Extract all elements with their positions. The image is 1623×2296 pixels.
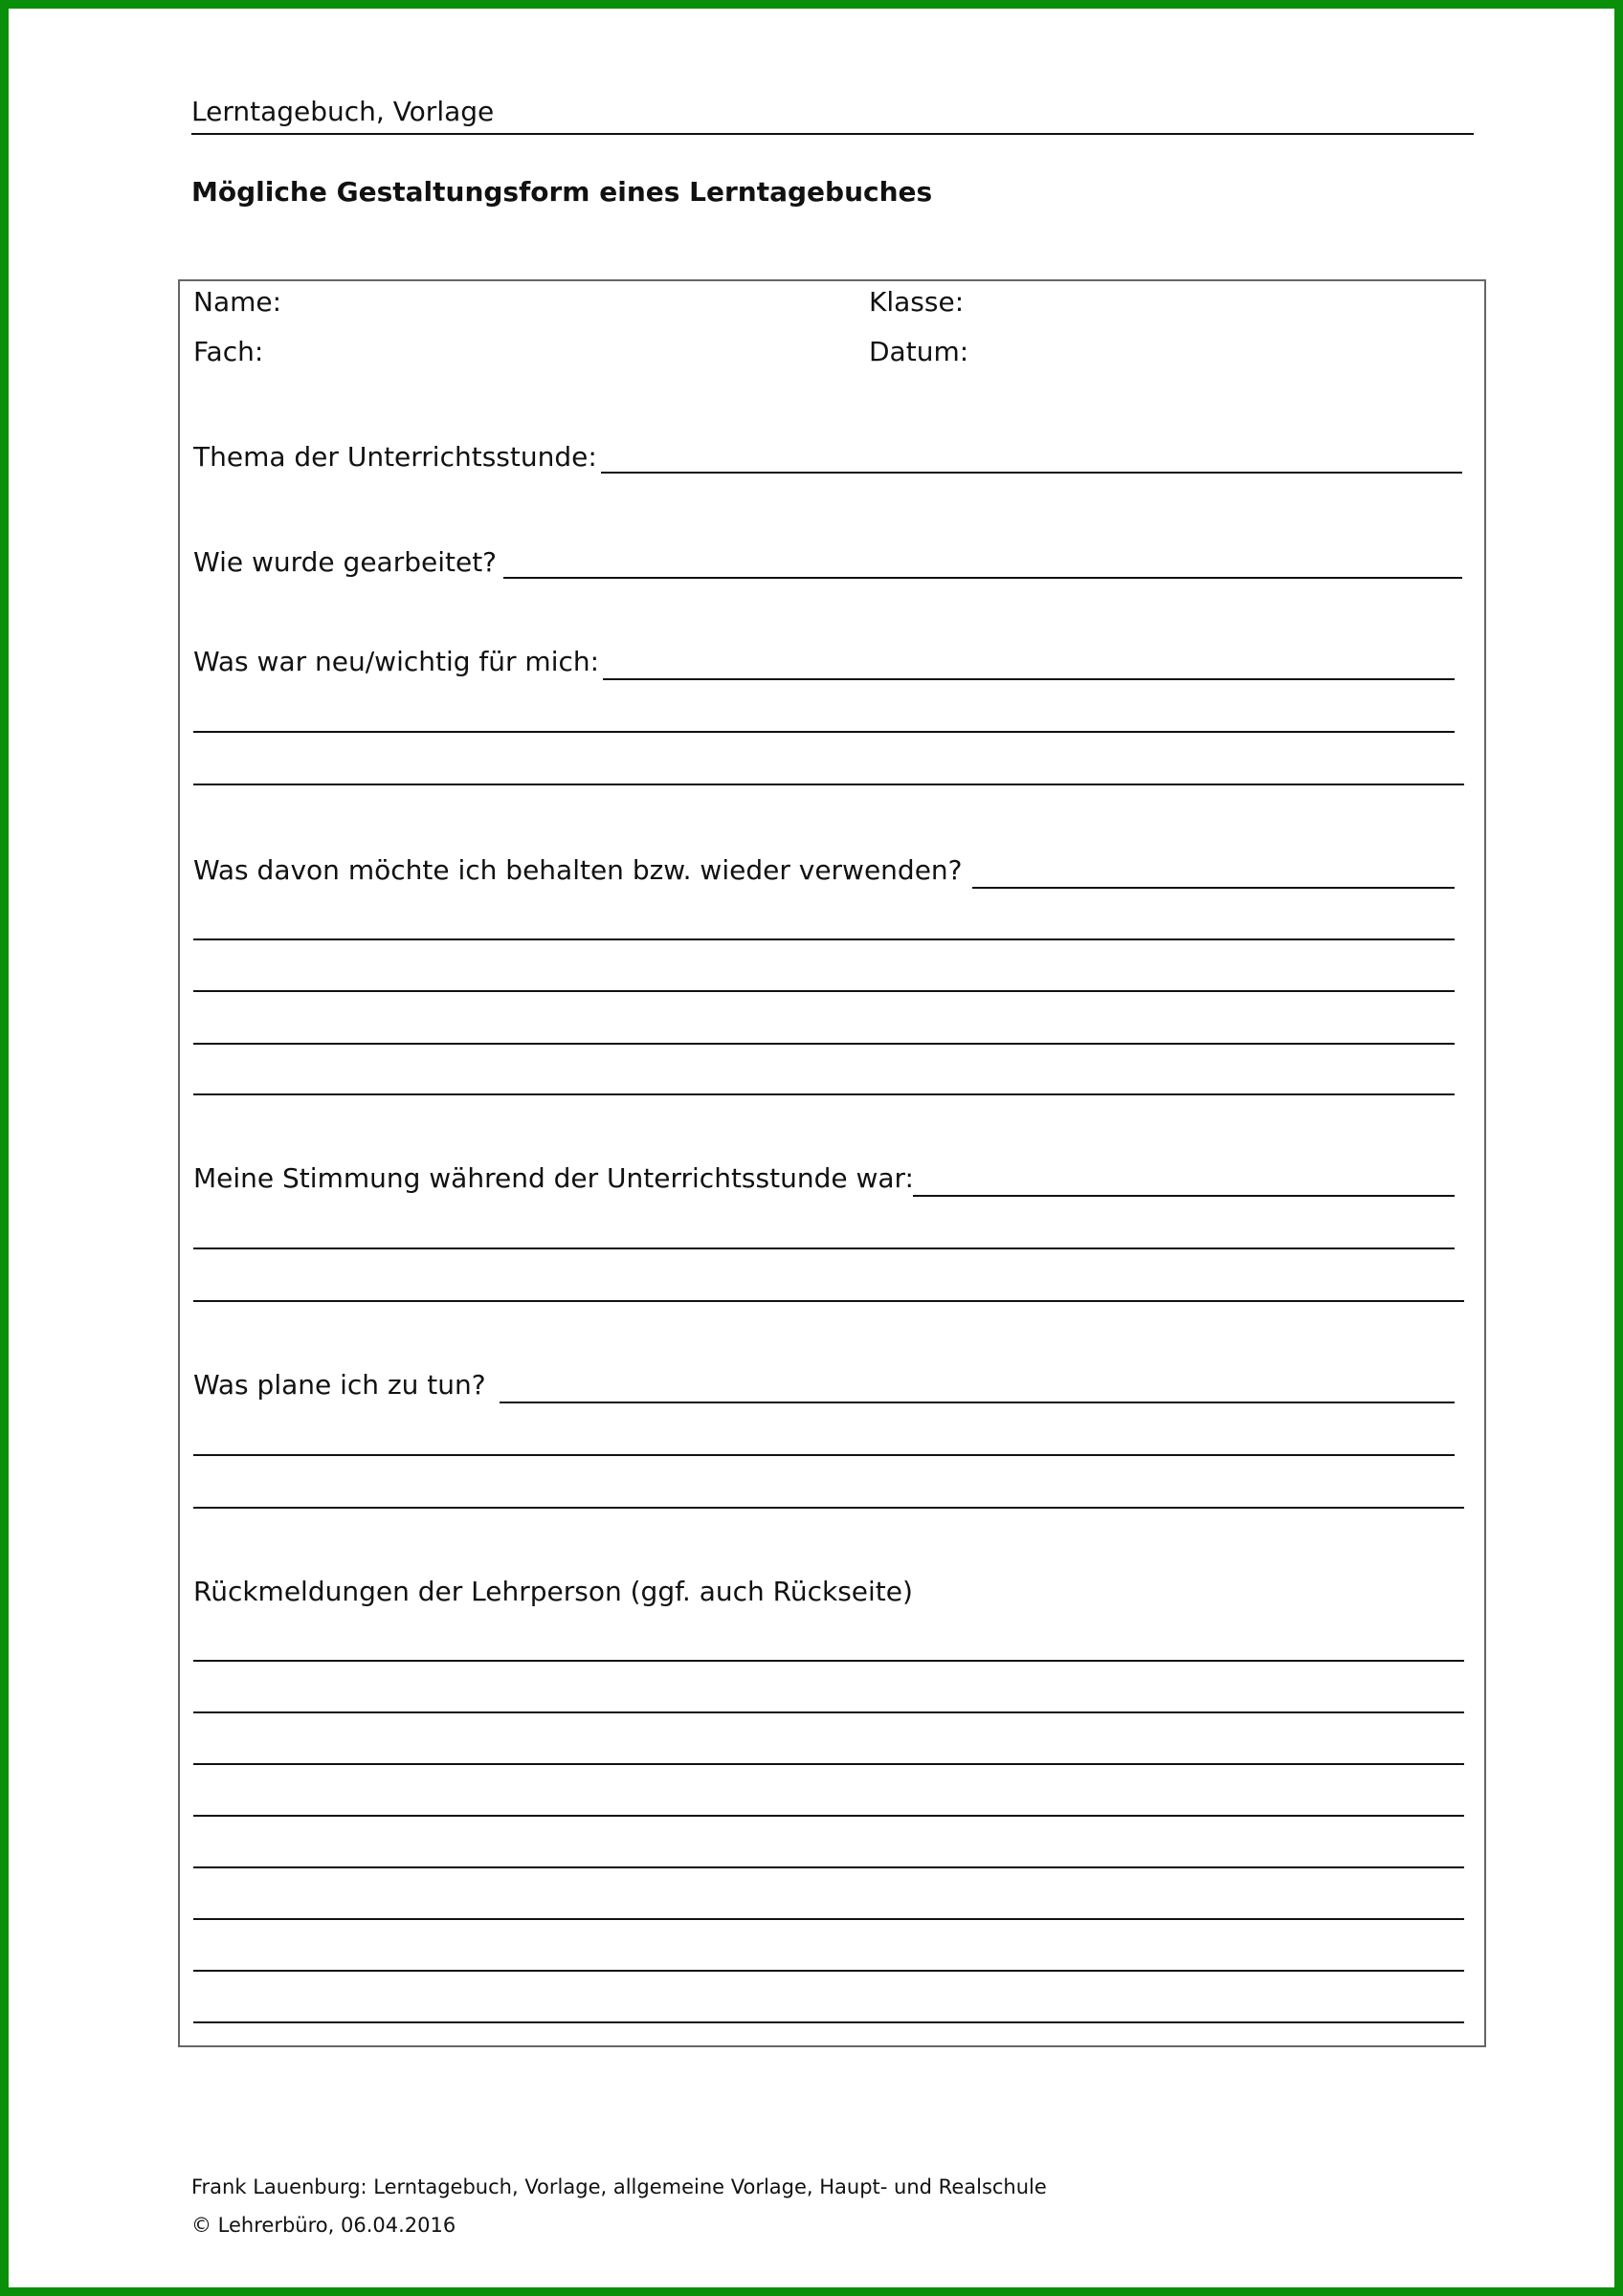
- mood-answer-line-3[interactable]: [193, 1300, 1464, 1302]
- name-label: Name:: [193, 286, 282, 318]
- learning-diary-form: [178, 279, 1486, 2047]
- mood-answer-line-1[interactable]: [913, 1195, 1455, 1197]
- feedback-line-6[interactable]: [193, 1918, 1464, 1920]
- question-keep-label: Was davon möchte ich behalten bzw. wieder verwenden?: [193, 854, 963, 886]
- question-topic-label: Thema der Unterrichtsstunde:: [193, 441, 597, 473]
- method-answer-line[interactable]: [503, 577, 1462, 579]
- fach-label: Fach:: [193, 336, 264, 367]
- plan-answer-line-2[interactable]: [193, 1454, 1455, 1456]
- keep-answer-line-5[interactable]: [193, 1093, 1455, 1095]
- running-header: Lerntagebuch, Vorlage: [191, 96, 1474, 135]
- new-important-answer-line-1[interactable]: [603, 678, 1455, 680]
- feedback-line-3[interactable]: [193, 1763, 1464, 1765]
- klasse-label: Klasse:: [869, 286, 965, 318]
- plan-answer-line-3[interactable]: [193, 1507, 1464, 1509]
- feedback-line-7[interactable]: [193, 1970, 1464, 1972]
- question-method-label: Wie wurde gearbeitet?: [193, 546, 498, 578]
- feedback-line-4[interactable]: [193, 1815, 1464, 1817]
- page-title: Mögliche Gestaltungsform eines Lerntagebuches: [191, 176, 933, 208]
- footer-copyright: © Lehrerbüro, 06.04.2016: [191, 2214, 456, 2237]
- mood-answer-line-2[interactable]: [193, 1247, 1455, 1249]
- teacher-feedback-label: Rückmeldungen der Lehrperson (ggf. auch Rückseite): [193, 1576, 913, 1607]
- question-new-important-label: Was war neu/wichtig für mich:: [193, 646, 600, 677]
- new-important-answer-line-2[interactable]: [193, 731, 1455, 733]
- plan-answer-line-1[interactable]: [500, 1402, 1455, 1403]
- new-important-answer-line-3[interactable]: [193, 784, 1464, 785]
- feedback-line-1[interactable]: [193, 1660, 1464, 1662]
- keep-answer-line-2[interactable]: [193, 938, 1455, 940]
- keep-answer-line-4[interactable]: [193, 1043, 1455, 1045]
- feedback-line-2[interactable]: [193, 1711, 1464, 1713]
- question-plan-label: Was plane ich zu tun?: [193, 1369, 486, 1401]
- feedback-line-5[interactable]: [193, 1866, 1464, 1868]
- datum-label: Datum:: [869, 336, 969, 367]
- keep-answer-line-1[interactable]: [972, 887, 1455, 889]
- topic-answer-line[interactable]: [601, 472, 1462, 474]
- keep-answer-line-3[interactable]: [193, 990, 1455, 992]
- feedback-line-8[interactable]: [193, 2021, 1464, 2023]
- question-mood-label: Meine Stimmung während der Unterrichtsstunde war:: [193, 1162, 914, 1194]
- footer-source: Frank Lauenburg: Lerntagebuch, Vorlage, allgemeine Vorlage, Haupt- und Realschule: [191, 2175, 1047, 2198]
